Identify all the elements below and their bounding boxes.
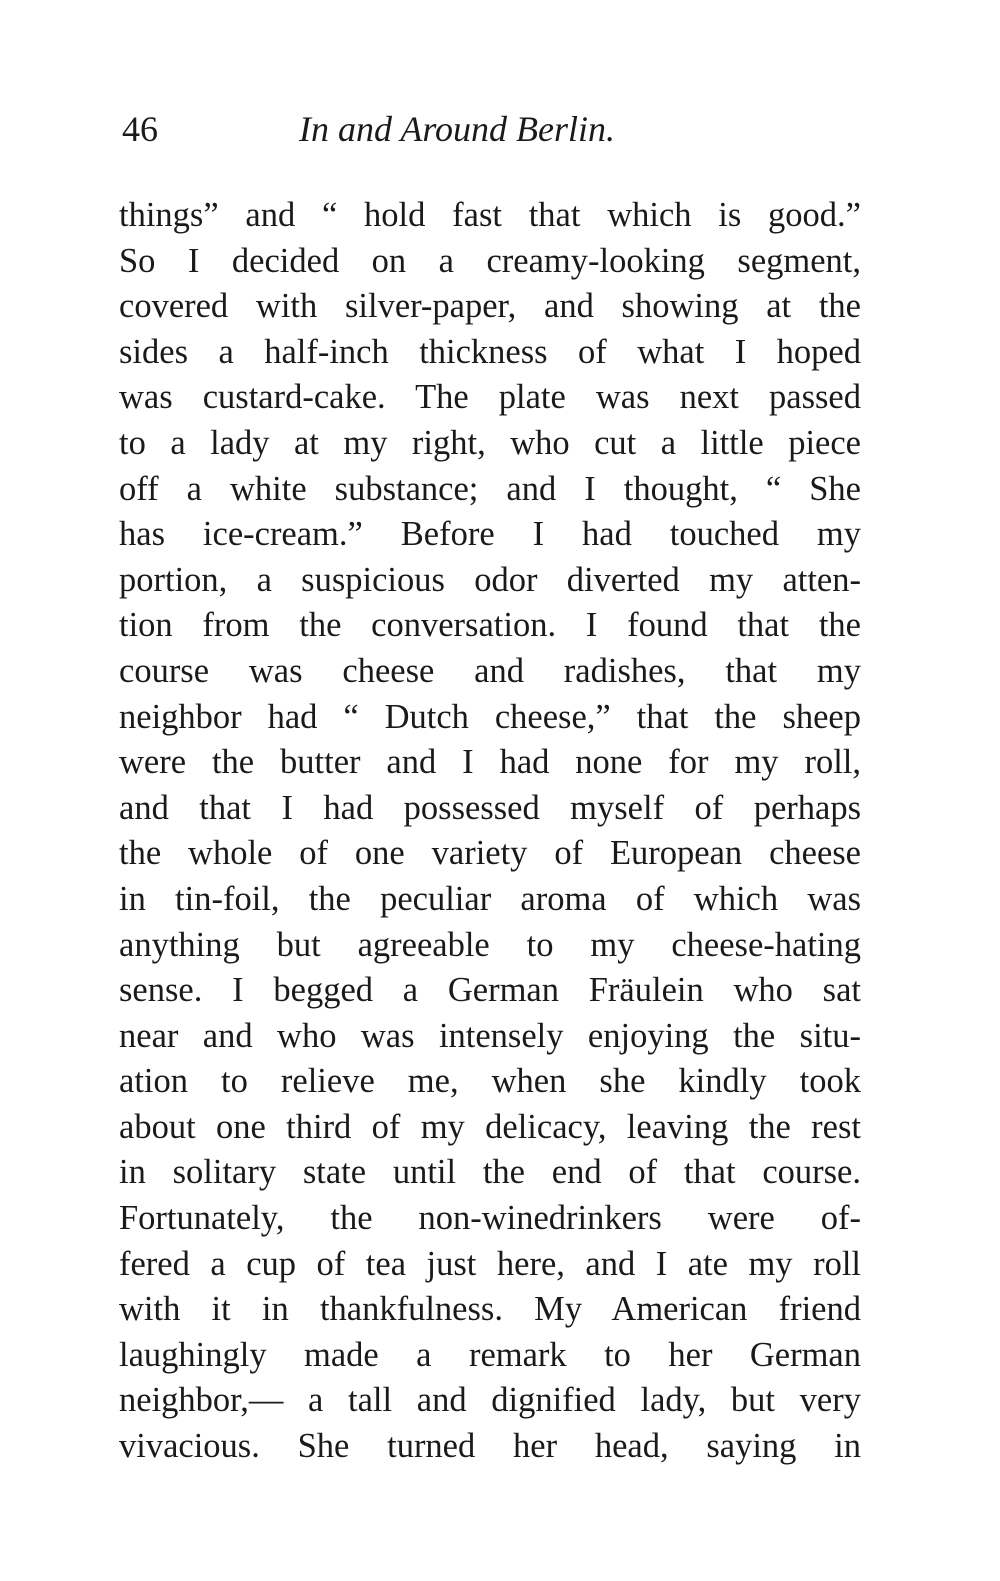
text-line: laughingly made a remark to her German [119, 1335, 861, 1374]
text-line: course was cheese and radishes, that my [119, 651, 861, 690]
text-line: was custard-cake. The plate was next passed [119, 378, 861, 417]
text-line: to a lady at my right, who cut a little piece [119, 423, 861, 462]
text-line: about one third of my delicacy, leaving the rest [119, 1107, 861, 1146]
text-line: anything but agreeable to my cheese-hating [119, 925, 861, 964]
text-line: ation to relieve me, when she kindly took [119, 1062, 861, 1101]
text-line: covered with silver-paper, and showing at the [119, 287, 861, 326]
body-text [119, 193, 861, 1470]
text-line: neighbor,— a tall and dignified lady, but very [119, 1381, 861, 1420]
text-line: near and who was intensely enjoying the situ- [119, 1016, 861, 1055]
text-line: vivacious. She turned her head, saying in [119, 1427, 861, 1466]
text-line: has ice-cream.” Before I had touched my [119, 515, 861, 554]
text-line: tion from the conversation. I found that the [119, 606, 861, 645]
text-line: were the butter and I had none for my roll, [119, 743, 861, 782]
text-line: fered a cup of tea just here, and I ate my roll [119, 1244, 861, 1283]
page-number: 46 [122, 109, 158, 149]
text-line: neighbor had “ Dutch cheese,” that the sheep [119, 697, 861, 736]
text-line: sense. I begged a German Fräulein who sat [119, 971, 861, 1010]
text-line: with it in thankfulness. My American friend [119, 1290, 861, 1329]
text-line: and that I had possessed myself of perhaps [119, 788, 861, 827]
text-line: things” and “ hold fast that which is good.” [119, 196, 861, 234]
text-line: Fortunately, the non-winedrinkers were of- [119, 1199, 861, 1238]
text-line: portion, a suspicious odor diverted my atten- [119, 560, 861, 599]
text-line: So I decided on a creamy-looking segment, [119, 241, 861, 280]
text-line: off a white substance; and I thought, “ She [119, 469, 861, 508]
text-line: the whole of one variety of European cheese [119, 834, 861, 873]
text-line: in solitary state until the end of that course. [119, 1153, 861, 1192]
running-head [122, 108, 862, 158]
text-line: sides a half-inch thickness of what I hoped [119, 332, 861, 371]
text-line: in tin-foil, the peculiar aroma of which was [119, 879, 861, 918]
running-title: In and Around Berlin. [299, 109, 615, 149]
